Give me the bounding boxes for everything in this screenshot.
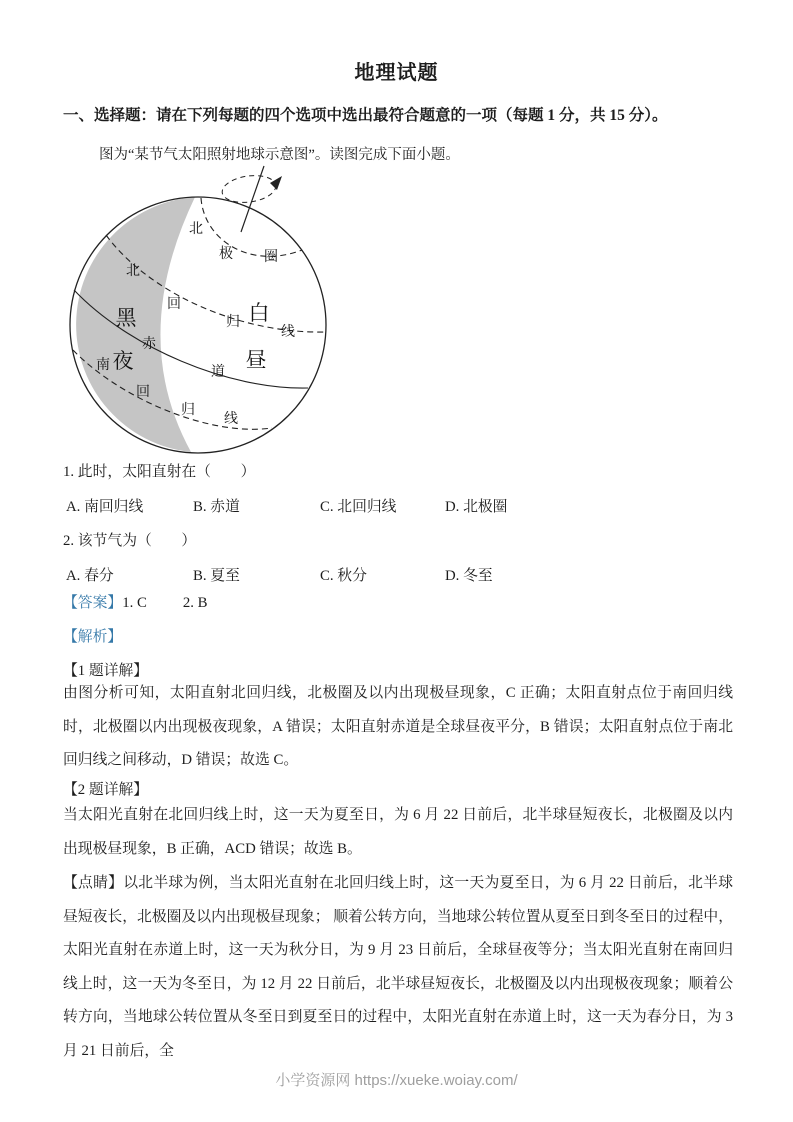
- label-night-2: 夜: [112, 349, 134, 373]
- label-capricorn-3: 归: [181, 403, 195, 418]
- answer-item-1: 1. C: [122, 595, 147, 611]
- label-night-1: 黑: [115, 306, 137, 330]
- option-2a: A. 春分: [66, 568, 114, 584]
- option-2d: D. 冬至: [445, 568, 493, 584]
- detail-1-text: 由图分析可知，太阳直射北回归线，北极圈及以内出现极昼现象，C 正确；太阳直射点位于南回归线时，北极圈以内出现极夜现象，A 错误；太阳直射赤道是全球昼夜平分，B 错误；太阳直射点位于南北回归线之间移动，D 错误；故选 C。: [63, 685, 733, 768]
- question-1-stem: 1. 此时，太阳直射在（ ）: [63, 464, 256, 480]
- section-heading: 一、选择题：请在下列每题的四个选项中选出最符合题意的一项（每题 1 分，共 15 分）。: [63, 107, 668, 124]
- globe-svg: [58, 162, 338, 458]
- label-cancer-2: 回: [167, 297, 181, 312]
- question-2-stem: 2. 该节气为（ ）: [63, 533, 197, 549]
- figure-intro-text: 图为“某节气太阳照射地球示意图”。读图完成下面小题。: [99, 147, 460, 163]
- label-capricorn-1: 南: [96, 358, 110, 373]
- label-cancer-4: 线: [281, 325, 295, 340]
- earth-illumination-diagram: [58, 162, 338, 458]
- label-arctic-1: 北: [189, 222, 203, 237]
- label-cancer-3: 归: [226, 315, 240, 330]
- label-equator-2: 道: [211, 365, 225, 380]
- answer-label: 【答案】: [63, 595, 123, 611]
- option-1a: A. 南回归线: [66, 499, 144, 515]
- answer-line: [63, 591, 208, 612]
- label-day-1: 白: [248, 301, 270, 325]
- detail-1-heading: 【1 题详解】: [63, 663, 149, 679]
- option-1d: D. 北极圈: [445, 499, 508, 515]
- tips-text: 以北半球为例，当太阳光直射在北回归线上时，这一天为夏至日，为 6 月 22 日前后，北半球昼短夜长，北极圈及以内出现极昼现象； 顺着公转方向，当地球公转位置从夏至日到冬至日的过程中，太阳光直射在赤道上时，这一天为秋分日，为 9 月 23 日前后，全球昼夜等分；当太阳光直射在南回归线上时，这一天为冬至日，为 12 月 22 日前后，北半球昼短夜长，北极圈及以内出现极夜现象；顺着公转方向，当地球公转位置从冬至日到夏至日的过程中，太阳光直射在赤道上时，这一天为春分日，为 3 月 21 日前后，全: [63, 875, 733, 1059]
- answer-item-2: 2. B: [182, 595, 208, 611]
- label-capricorn-4: 线: [224, 412, 238, 427]
- site-footer: 小学资源网 https://xueke.woiay.com/: [275, 1072, 518, 1089]
- detail-2-text: 当太阳光直射在北回归线上时，这一天为夏至日，为 6 月 22 日前后，北半球昼短夜长，北极圈及以内出现极昼现象，B 正确，ACD 错误；故选 B。: [63, 807, 733, 857]
- option-1c: C. 北回归线: [320, 499, 397, 515]
- option-2c: C. 秋分: [320, 568, 367, 584]
- question-2-options: [66, 564, 738, 585]
- label-arctic-2: 极: [219, 247, 233, 262]
- page-title: 地理试题: [354, 62, 439, 84]
- tips-paragraph: [63, 867, 733, 1068]
- option-1b: B. 赤道: [193, 499, 240, 515]
- question-1-options: [66, 495, 738, 516]
- label-day-2: 昼: [245, 348, 267, 372]
- analysis-label: 【解析】: [63, 629, 123, 645]
- label-capricorn-2: 回: [136, 385, 150, 400]
- option-2b: B. 夏至: [193, 568, 240, 584]
- arctic-circle-line: [201, 198, 302, 256]
- detail-2-heading: 【2 题详解】: [63, 782, 149, 798]
- tips-label: 【点睛】: [63, 875, 124, 891]
- rotation-arrow-icon: [270, 176, 282, 190]
- label-equator-1: 赤: [142, 337, 156, 352]
- label-arctic-3: 圈: [264, 250, 278, 265]
- label-cancer-1: 北: [126, 264, 140, 279]
